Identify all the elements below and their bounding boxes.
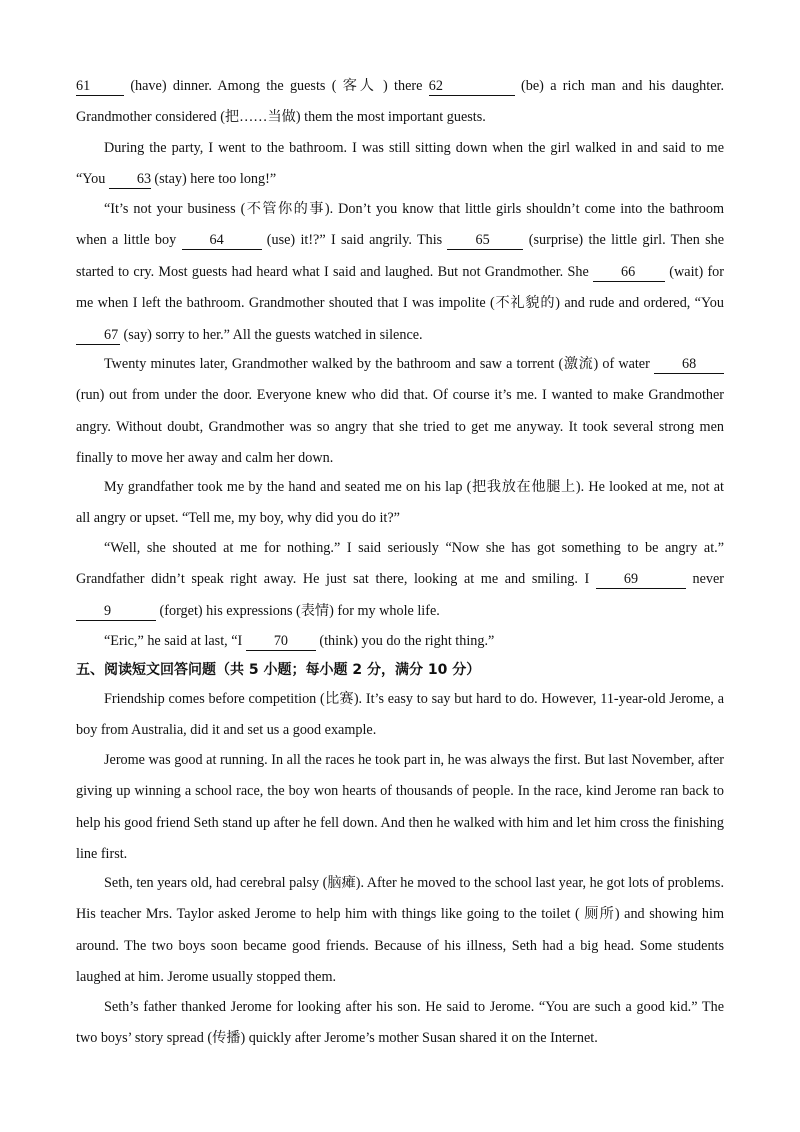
reading-paragraph-4: Seth’s father thanked Jerome for looking after his son. He said to Jerome. “You are such a good kid.” The two boys’ story spread (传播) quickly after Jerome’s mother Susan shared it on the Internet. (76, 999, 724, 1047)
text: (stay) here too long!” (150, 171, 277, 188)
text: “Eric,” he said at last, “I (104, 633, 246, 649)
cloze-paragraph-4 (76, 349, 724, 475)
text: (run) out from under the door. Everyone knew who did that. Of course it’s me. I wanted to make Grandmother angry. Without doubt, Grandmother was so angry that she tried to get me anyway. It took several strong men finally to move her away and calm her down. (76, 387, 724, 467)
blank-63[interactable]: 63 (109, 171, 151, 189)
reading-paragraph-3: Seth, ten years old, had cerebral palsy (脑瘫). After he moved to the school last year, he got lots of problems. His teacher Mrs. Taylor asked Jerome to help him with things like going to the toilet ( 厕所) and showing him around. The two boys soon became good friends. Because of his illness, Seth had a big head. Some students laughed at him. Jerome usually stopped them. (76, 875, 724, 986)
blank-9[interactable]: 9 (76, 603, 156, 621)
blank-67[interactable]: 67 (76, 327, 120, 345)
text: (forget) his expressions (表情) for my whole life. (156, 602, 440, 619)
text: (be) a rich man and his daughter. Grandmother considered (把……当做) them the most important guests. (76, 78, 725, 126)
text: “Well, she shouted at me for nothing.” I said seriously “Now she has got something to be angry at.” Grandfather didn’t speak right away. He just sat there, looking at me and smiling. I (76, 540, 724, 588)
blank-62[interactable]: 62 (429, 78, 515, 96)
text: (say) sorry to her.” All the guests watched in silence. (120, 326, 423, 343)
text: Twenty minutes later, Grandmother walked by the bathroom and saw a torrent (激流) of water (104, 356, 654, 372)
text: “It’s not your business (不管你的事). Don’t you know that little girls shouldn’t come into the bathroom when a little boy (76, 201, 724, 249)
cloze-paragraph-5 (76, 472, 724, 535)
blank-69[interactable]: 69 (596, 571, 686, 589)
blank-65[interactable]: 65 (447, 232, 523, 250)
reading-paragraph-2: Jerome was good at running. In all the races he took part in, he was always the first. But last November, after giving up winning a school race, the boy won hearts of thousands of people. In the race, kind Jerome ran back to help his good friend Seth stand up after he fell down. And then he walked with him and let him cross the finishing line first. (76, 752, 724, 863)
blank-70[interactable]: 70 (246, 633, 316, 651)
blank-68[interactable]: 68 (654, 356, 724, 374)
text: never (685, 571, 724, 588)
reading-paragraph-1: Friendship comes before competition (比赛). It’s easy to say but hard to do. However, 11-year-old Jerome, a boy from Australia, did it and set us a good example. (76, 691, 724, 739)
cloze-paragraph-7 (76, 626, 724, 657)
cloze-paragraph-1 (76, 71, 724, 134)
cloze-paragraph-2 (76, 133, 724, 196)
cloze-paragraph-3 (76, 194, 724, 351)
text: (think) you do the right thing.” (315, 633, 495, 649)
cloze-paragraph-6 (76, 533, 724, 627)
section-five-heading: 五、阅读短文回答问题（共 5 小题；每小题 2 分，满分 10 分） (76, 662, 481, 678)
text: During the party, I went to the bathroom. I was still sitting down when the girl walked in and said to me “You (76, 140, 724, 188)
blank-64[interactable]: 64 (182, 232, 262, 250)
text: (have) dinner. Among the guests ( 客人 ) there (124, 78, 429, 94)
text: (surprise) the little girl. Then she started to cry. Most guests had heard what I said and laughed. But not Grandmother. She (76, 232, 725, 280)
text: (wait) for me when I left the bathroom. Grandmother shouted that I was impolite (不礼貌的) and rude and ordered, “You (76, 263, 724, 312)
text: My grandfather took me by the hand and seated me on his lap (把我放在他腿上). He looked at me, not at all angry or upset. “Tell me, my boy, why did you do it?” (76, 479, 724, 527)
blank-61[interactable]: 61 (76, 78, 124, 96)
blank-66[interactable]: 66 (593, 264, 665, 282)
text: (use) it!?” I said angrily. This (261, 232, 448, 249)
